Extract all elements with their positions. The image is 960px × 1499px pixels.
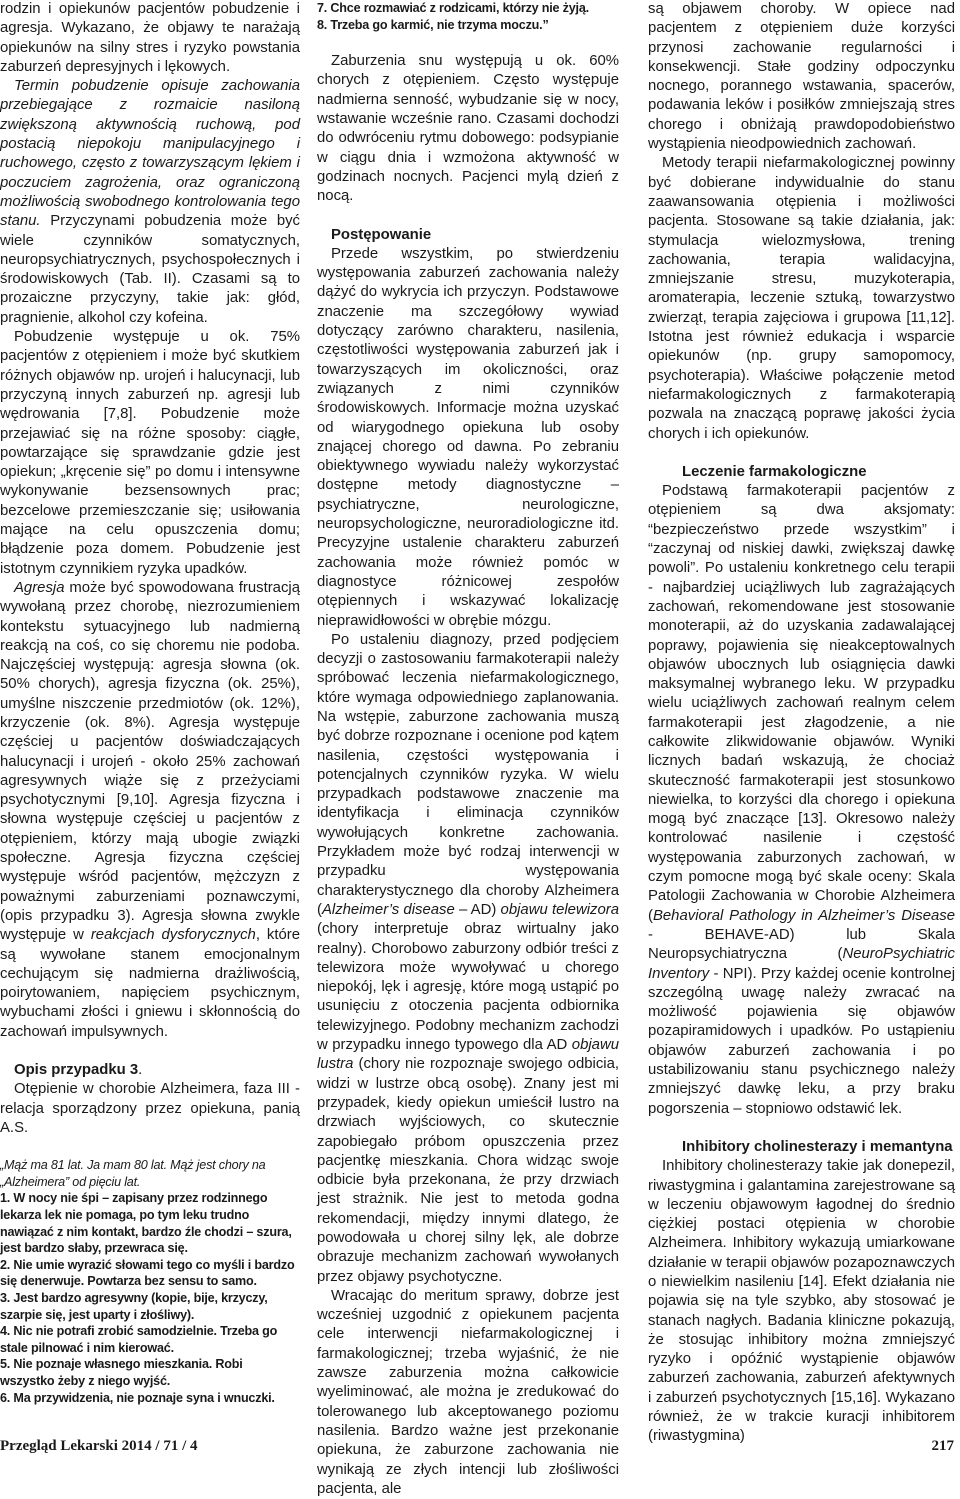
paragraph-nonpharm-methods: Metody terapii niefarmakologicznej powinny być dobierane indywidualnie do stanu zaawansowania otępienia i możliwości pacjenta. Stosowane są takie działania, jak: stymulacja wielozmysłowa, trening zachowania, terapia walidacyjna, zmniejszanie stresu, muzykoterapia, aromaterapia, leczenie sztuką, towarzystwo zwierząt, terapia zajęciowa i grupowa [11,12]. Istotna jest również edukacja i wsparcie opiekunów (np. grupy samopomocy, psychoterapia). Właściwe połączenie metod niefarmakologicznych z farmakoterapią pozwala na znaczącą poprawę jakości życia chorych i ich opiekunów. — [648, 155, 955, 442]
aggression-term: Agresja — [14, 579, 65, 596]
dysphoric-reactions-term: reakcjach dysforycznych — [90, 927, 256, 944]
case-item-2: 2. Nie umie wyrazić słowami tego co myśli i bardzo się denerwuje. Powtarza bez sensu to samo. — [0, 1257, 295, 1289]
agitation-definition-italic: Termin pobudzenie opisuje zachowania przebiegające z rozmaicie nasiloną zwiększoną aktywnością ruchową, pod postacią niepokoju manipulacyjnego i ruchowego, często z towarzyszącym lękiem i poczuciem zagrożenia, oraz ograniczoną możliwością swobodnego kontrolowania tego stanu. — [0, 78, 300, 230]
pharmacotherapy-text-b: - BEHAVE-AD) lub Skala Neuropsychiatryczna ( — [648, 926, 955, 963]
column-left — [0, 0, 300, 1406]
case-item-5: 5. Nie poznaje własnego mieszkania. Robi wszystko żeby z niego wyjść. — [0, 1357, 243, 1388]
column-middle — [317, 0, 619, 1499]
term-tv-symptom: objawu telewizora — [500, 901, 619, 918]
section-heading-pharmacological: Leczenie farmakologiczne — [682, 463, 867, 480]
paragraph-sleep-disorders: Zaburzenia snu występują u ok. 60% chorych z otępieniem. Często występuje nadmierna senność, wybudzanie się w nocy, wstawanie wcześnie rano. Czasami dochodzi do odwróceniu rytmu dobowego: podsypianie w ciągu dnia i wzmożona aktywność w godzinach nocnych. Pacjenci mylą dzień z nocą. — [317, 53, 619, 205]
management-2-text-c: (chory interpretuje obraz wirtualny jako realny). Chorobowo zaburzony odbiór treści z telewizora może wywoływać u chorego niepokój, lęk i agresję, które mogą ustąpić po usunięciu z otoczenia pacjenta odbiornika telewizyjnego. Podobny mechanizm zachodzi w przypadku innego typowego dla AD — [317, 921, 619, 1054]
aggression-text-a: może być spowodowana frustracją wywołaną przez chorobę, niezrozumieniem kontekstu sytuacyjnego lub nadmierną reakcją na coś, co się choremu nie podoba. Najczęściej występują: agresja słowna (ok. 50% chorych), agresja fizyczna (ok. 25%), umyślne niszczenie przedmiotów (ok. 12%), krzyczenie (ok. 8%). Agresja występuje częściej u pacjentów doświadczających halucynacji i urojeń - około 25% zachowań agresywnych wiąże się z przeżyciami psychotycznymi [9,10]. Agresja fizyczna i słowna występuje częściej u pacjentów z otępieniem, którzy mają ubogie związki społeczne. Agresja fizyczna częściej występuje wśród pacjentów, mężczyzn z poważnymi zaburzeniami poznawczymi, (opis przypadku 3). Agresja słowna zwykle występuje w — [0, 579, 300, 944]
page-number: 217 — [931, 1438, 954, 1454]
column-right — [648, 0, 955, 1447]
term-npi: NeuroPsychiatric Inventory — [648, 946, 955, 982]
term-behave-ad: Behavioral Pathology in Alzheimer’s Disease — [652, 907, 955, 924]
case-item-8: 8. Trzeba go karmić, nie trzyma moczu.” — [317, 17, 549, 32]
case-heading-dot: . — [138, 1062, 143, 1079]
section-heading-management: Postępowanie — [331, 226, 432, 243]
management-2-text-b: – AD) — [454, 901, 501, 918]
case-quote: „Mąż ma 81 lat. Ja mam 80 lat. Mąż jest chory na „Alzheimera” od pięciu lat. — [0, 1158, 266, 1189]
paragraph-pharmacotherapy — [648, 482, 955, 1119]
paragraph-cholinesterase: Inhibitory cholinesterazy takie jak donepezil, riwastygmina i galantamina zarejestrowane są w leczeniu objawowym łagodnej do średnio ciężkiej postaci otępienia w chorobie Alzheimera. Inhibitory wykazują umiarkowane działanie w terapii objawów pozapoznawczych o niewielkim nasileniu [14]. Efekt działania nie pojawia się na tyle szybko, aby stosować je stanach nagłych. Badania kliniczne pokazują, że stosując inhibitory można zmniejszyć ryzyko i opóźnić wystąpienie objawów zaburzeń zachowania, zaburzeń afektywnych i zaburzeń psychotycznych [15,16]. Wykazano również, że w trakcie kuracji inhibitorem (riwastygmina) — [648, 1158, 955, 1445]
aggression-text-b: , które są wywołane stanem emocjonalnym cechującym się nadmierna drażliwością, poirytowaniem, napięciem psychicznym, wybuchami złości i gniewu i skłonnością do zachowań impulsywnych. — [0, 927, 300, 1040]
paragraph-regularity: są objawem choroby. W opiece nad pacjentem z otępieniem duże korzyści przynosi zachowanie regularności i konsekwencji. Stałe godziny odpoczynku nocnego, porannego wstawania, spacerów, podawania leków i posiłków zmniejszają stres chorego i obniżają prawdopodobieństwo wystąpienia nieodpowiednich zachowań. — [648, 1, 955, 153]
management-2-text-d: (chory nie rozpoznaje swojego odbicia, widzi w lustrze obcą osobę). Znany jest mi przypadek, kiedy opiekun umieścił lustro na drzwiach wyjściowych, co skutecznie zapobiegało próbom opuszczenia przez pacjentkę mieszkania. Chora widząc swoje odbicie była przekonana, że przy drzwiach jest strażnik. Nie jest to metoda godna rekomendacji, między innymi dlatego, że powodowała u chorej silny lęk, ale dobrze obrazuje mechanizm zachowań wywołanych przez objawy psychotyczne. — [317, 1056, 619, 1285]
paragraph-agitation-definition — [0, 77, 300, 328]
case-description: Otępienie w chorobie Alzheimera, faza III - relacja sporządzony przez opiekuna, panią A.S. — [0, 1081, 300, 1136]
pharmacotherapy-text-c: - NPI). Przy każdej ocenie kontrolnej szczególną uwagę należy zwracać na możliwość pojawienia się objawów pozapiramidowych i upadków. Po ustąpieniu objawów zaburzeń zachowania i po ustabilizowaniu stanu psychicznego należy zmniejszyć dawkę leku, a przy braku pogorszenia – stopniowo odstawić lek. — [648, 965, 955, 1117]
agitation-causes-text: Przyczynami pobudzenia może być wiele czynników somatycznych, neuropsychiatrycznych, psychospołecznych i środowiskowych (Tab. II). Czasami są to prozaiczne przyczyny, takie jak: głód, pragnienie, alkohol czy kofeina. — [0, 213, 300, 326]
case-item-7: 7. Chce rozmawiać z rodzicami, którzy nie żyją. — [317, 1, 589, 15]
case-item-4: 4. Nic nie potrafi zrobić samodzielnie. Trzeba go stale pilnować i nim kierować. — [0, 1324, 278, 1355]
paragraph-management-3: Wracając do meritum sprawy, dobrze jest wcześniej uzgodnić z opiekunem pacjenta cele interwencji niefarmakologicznej i farmakologicznej; trzeba wyjaśnić, że nie zawsze zaburzenia można całkowicie wyeliminować, ale można je zredukować do tolerowanego lub akceptowanego poziomu nasilenia. Bardzo ważne jest przekonanie opiekuna, że zaburzone zachowania nie wynikają ze złych intencji lub złośliwości pacjenta, ale — [317, 1287, 619, 1497]
paragraph-intro-end: rodzin i opiekunów pacjentów pobudzenie i agresja. Wykazano, że objawy te narażają opiekunów na silny stres i ryzyko powstania zaburzeń depresyjnych i lękowych. — [0, 1, 300, 75]
paragraph-management-2 — [317, 631, 619, 1287]
pharmacotherapy-text-a: Podstawą farmakoterapii pacjentów z otępieniem są dwa aksjomaty: “bezpieczeństwo przede wszystkim” i “zaczynaj od niskiej dawki, zwiększaj dawkę powoli”. Po ustaleniu konkretnego celu terapii - najbardziej uciążliwych lub zagrażających zachowań, rekomendowane jest stosowanie monoterapii, aż do uzyskania zadawalającej poprawy, pojawienia się nieakceptowalnych objawów ubocznych lub osiągnięcia dawki maksymalnej wybranego leku. W przypadku wielu uciążliwych zachowań realnym celem farmakoterapii jest złagodzenie, a nie całkowite zlikwidowanie objawów. Wyniki licznych badań wskazują, że chociaż skuteczność farmakoterapii jest stosunkowo niewielka, to korzyści dla chorego i opiekuna mogą być znaczące [13]. Okresowo należy kontrolować nasilenie i częstość występowania zaburzonych zachowań, w czym pomocne mogą być skale oceny: Skala Patologii Zachowania w Chorobie Alzheimera ( — [648, 483, 955, 924]
paragraph-aggression — [0, 579, 300, 1042]
paragraph-agitation-prevalence: Pobudzenie występuje u ok. 75% pacjentów z otępieniem i może być skutkiem różnych objawów np. urojeń i halucynacji, lub przyczyną innych zaburzeń np. agresji lub wędrowania [7,8]. Pobudzenie może przejawiać się na różne sposoby: ciągłe, powtarzające się sprawdzanie gdzie jest opiekun; „kręcenie się” po domu i intensywne wykonywanie bezsensownych prac; bezcelowe przemieszczanie się; usiłowania mające na celu opuszczenia domu; błądzenie poza domem. Pobudzenie jest istotnym czynnikiem ryzyka upadków. — [0, 329, 300, 577]
management-2-text-a: Po ustaleniu diagnozy, przed podjęciem decyzji o zastosowaniu farmakoterapii należy spróbować leczenia niefarmakologicznego, które wymaga odpowiedniego zaplanowania. Na wstępie, zaburzone zachowania muszą być dobrze rozpoznane i ocenione pod kątem nasilenia, częstości występowania i potencjalnych czynników ryzyka. W wielu przypadkach podstawowe znaczenie ma identyfikacja i eliminacja czynników wywołujących konkretne zachowania. Przykładem może być rodzaj interwencji w przypadku występowania charakterystycznego dla choroby Alzheimera ( — [317, 631, 619, 918]
journal-footer: Przegląd Lekarski 2014 / 71 / 4 — [0, 1438, 198, 1454]
term-mirror-symptom: objawu lustra — [317, 1037, 619, 1073]
paragraph-management-1: Przede wszystkim, po stwierdzeniu występowania zaburzeń zachowania należy dążyć do wykrycia ich przyczyn. Podstawowe znaczenie ma szczegółowy wywiad dotyczący zarówno charakteru, nasilenia, częstotliwości występowania zaburzeń jak i towarzyszących im okoliczności, oraz związanych z nimi czynników środowiskowych. Informacje można uzyskać od wiarygodnego opiekuna lub osoby znającej chorego od dawna. Po zebraniu obiektywnego wywiadu należy wykorzystać dostępne metody diagnostyczne – psychiatryczne, neurologiczne, neuropsychologiczne, neuroradiologiczne itd. Precyzyjne ustalenie charakteru zaburzeń zachowania może również pomóc w diagnostyce różnicowej zespołów otępiennych i wskazywać lokalizację nieprawidłowości w obrębie mózgu. — [317, 245, 619, 629]
case-item-3: 3. Jest bardzo agresywny (kopie, bije, krzyczy, szarpie się, jest uparty i złośliwy). — [0, 1290, 268, 1322]
case-heading — [0, 1061, 300, 1080]
case-item-6: 6. Ma przywidzenia, nie poznaje syna i wnuczki. — [0, 1390, 275, 1405]
term-alzheimers-disease: Alzheimer’s disease — [321, 901, 455, 918]
case-heading-bold: Opis przypadku 3 — [14, 1062, 139, 1079]
case-item-1: 1. W nocy nie śpi – zapisany przez rodzinnego lekarza lek nie pomaga, po tym leku trudno nawiązać z nim kontakt, bardzo źle chodzi – szura, jest bardzo słaby, przewraca się. — [0, 1191, 292, 1256]
section-heading-cholinesterase: Inhibitory cholinesterazy i memantyna — [682, 1138, 953, 1155]
